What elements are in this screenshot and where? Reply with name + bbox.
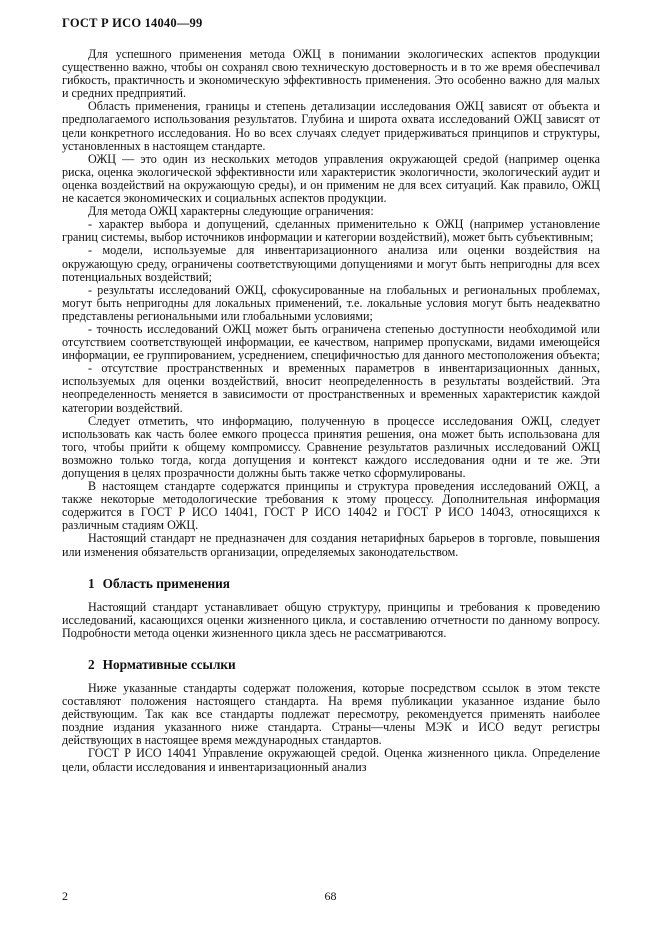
paragraph: Настоящий стандарт устанавливает общую структуру, принципы и требования к проведению исследований, касающихся оценки жизненного цикла, и составлению отчетности по данному вопросу. Подробности метода оценки жизненного цикла здесь не рассматриваются. xyxy=(62,599,600,640)
paragraph: Следует отметить, что информацию, полученную в процессе исследования ОЖЦ, следует использовать как часть более емкого процесса принятия решения, она может быть использована для того, чтобы прийти к общему компромиссу. Сравнение результатов различных исследований ОЖЦ возможно только тогда, когда допущения и контекст каждого исследования одни и те же. Эти допущения в целях прозрачности должны быть также четко сформулированы. xyxy=(62,413,600,480)
section-heading xyxy=(62,576,600,591)
section-number: 2 xyxy=(88,656,95,672)
section-number: 1 xyxy=(88,575,95,591)
paragraph: ОЖЦ — это один из нескольких методов управления окружающей средой (например оценка риска, оценка экологической эффективности или характеристик экологичности, экологический аудит и оценка воздействий на окружающую среды), и он применим не для всех ситуаций. Как правило, ОЖЦ не касается экономических и социальных аспектов продукции. xyxy=(62,151,600,206)
paragraph: В настоящем стандарте содержатся принципы и структура проведения исследований ОЖЦ, а также некоторые методологические требования к этому процессу. Дополнительная информация содержится в ГОСТ Р ИСО 14041, ГОСТ Р ИСО 14042 и ГОСТ Р ИСО 14043, относящихся к различным стадиям ОЖЦ. xyxy=(62,479,600,533)
page-number: 2 xyxy=(62,889,68,903)
paragraph: Ниже указанные стандарты содержат положения, которые посредством ссылок в этом тексте составляют положения настоящего стандарта. На время публикации указанное издание было действующим. Так как все стандарты подлежат пересмотру, рекомендуется применять наиболее поздние издания указанного ниже стандарта. Страны—члены МЭК и ИСО ведут регистры действующих в настоящее время международных стандартов. xyxy=(62,680,600,748)
center-page-number: 68 xyxy=(324,889,337,903)
paragraph: Для метода ОЖЦ характерны следующие ограничения: xyxy=(88,204,374,219)
section-title: Область применения xyxy=(102,575,230,591)
document-body xyxy=(62,48,600,774)
list-item: - точность исследований ОЖЦ может быть ограничена степенью доступности необходимой или отсутствием соответствующей информации, ее качеством, например пропусками, видами имеющейся информации, ее группированием, усреднением, специфичностью для данного местоположения объекта; xyxy=(62,321,600,363)
list-item: - отсутствие пространственных и временных параметров в инвентаризационных данных, используемых для оценки воздействий, вносит неопределенность в результаты воздействий. Эта неопределенность меняется в зависимости от пространственных и временных характеристик каждой категории воздействий. xyxy=(62,361,600,415)
paragraph: Настоящий стандарт не предназначен для создания нетарифных барьеров в торговле, повышения или изменения обязательств организации, определяемых законодательством. xyxy=(62,531,600,559)
reference-entry: ГОСТ Р ИСО 14041 Управление окружающей средой. Оценка жизненного цикла. Определение цели, области исследования и инвентаризационный анализ xyxy=(62,746,600,774)
section-title: Нормативные ссылки xyxy=(102,656,236,672)
paragraph: Для успешного применения метода ОЖЦ в понимании экологических аспектов продукции существенно важно, чтобы он сохранял свою техническую достоверность и в то же время обеспечивал гибкость, практичность и экономическую эффективность применения. Это особенно важно для малых и средних предприятий. xyxy=(62,47,600,101)
list-item: - результаты исследований ОЖЦ, сфокусированные на глобальных и региональных проблемах, могут быть непригодны для локальных применений, т.е. локальные условия могут быть неадекватно представлены региональными или глобальными условиями; xyxy=(62,282,600,323)
document-header: ГОСТ Р ИСО 14040—99 xyxy=(62,16,203,30)
list-item: - модели, используемые для инвентаризационного анализа или оценки воздействия на окружающую среду, ограничены соответствующими допущениями и могут быть непригодны для всех потенциальных воздействий; xyxy=(62,243,600,284)
section-heading xyxy=(62,657,600,672)
list-item: - характер выбора и допущений, сделанных применительно к ОЖЦ (например установление границ системы, выбор источников информации и категории воздействий), может быть субъективным; xyxy=(62,217,600,245)
paragraph: Область применения, границы и степень детализации исследования ОЖЦ зависят от объекта и предполагаемого использования результатов. Глубина и широта охвата исследований ОЖЦ зависят от цели конкретного исследования. Но во всех случаях следует придерживаться принципов и структуры, установленных в настоящем стандарте. xyxy=(62,99,600,153)
